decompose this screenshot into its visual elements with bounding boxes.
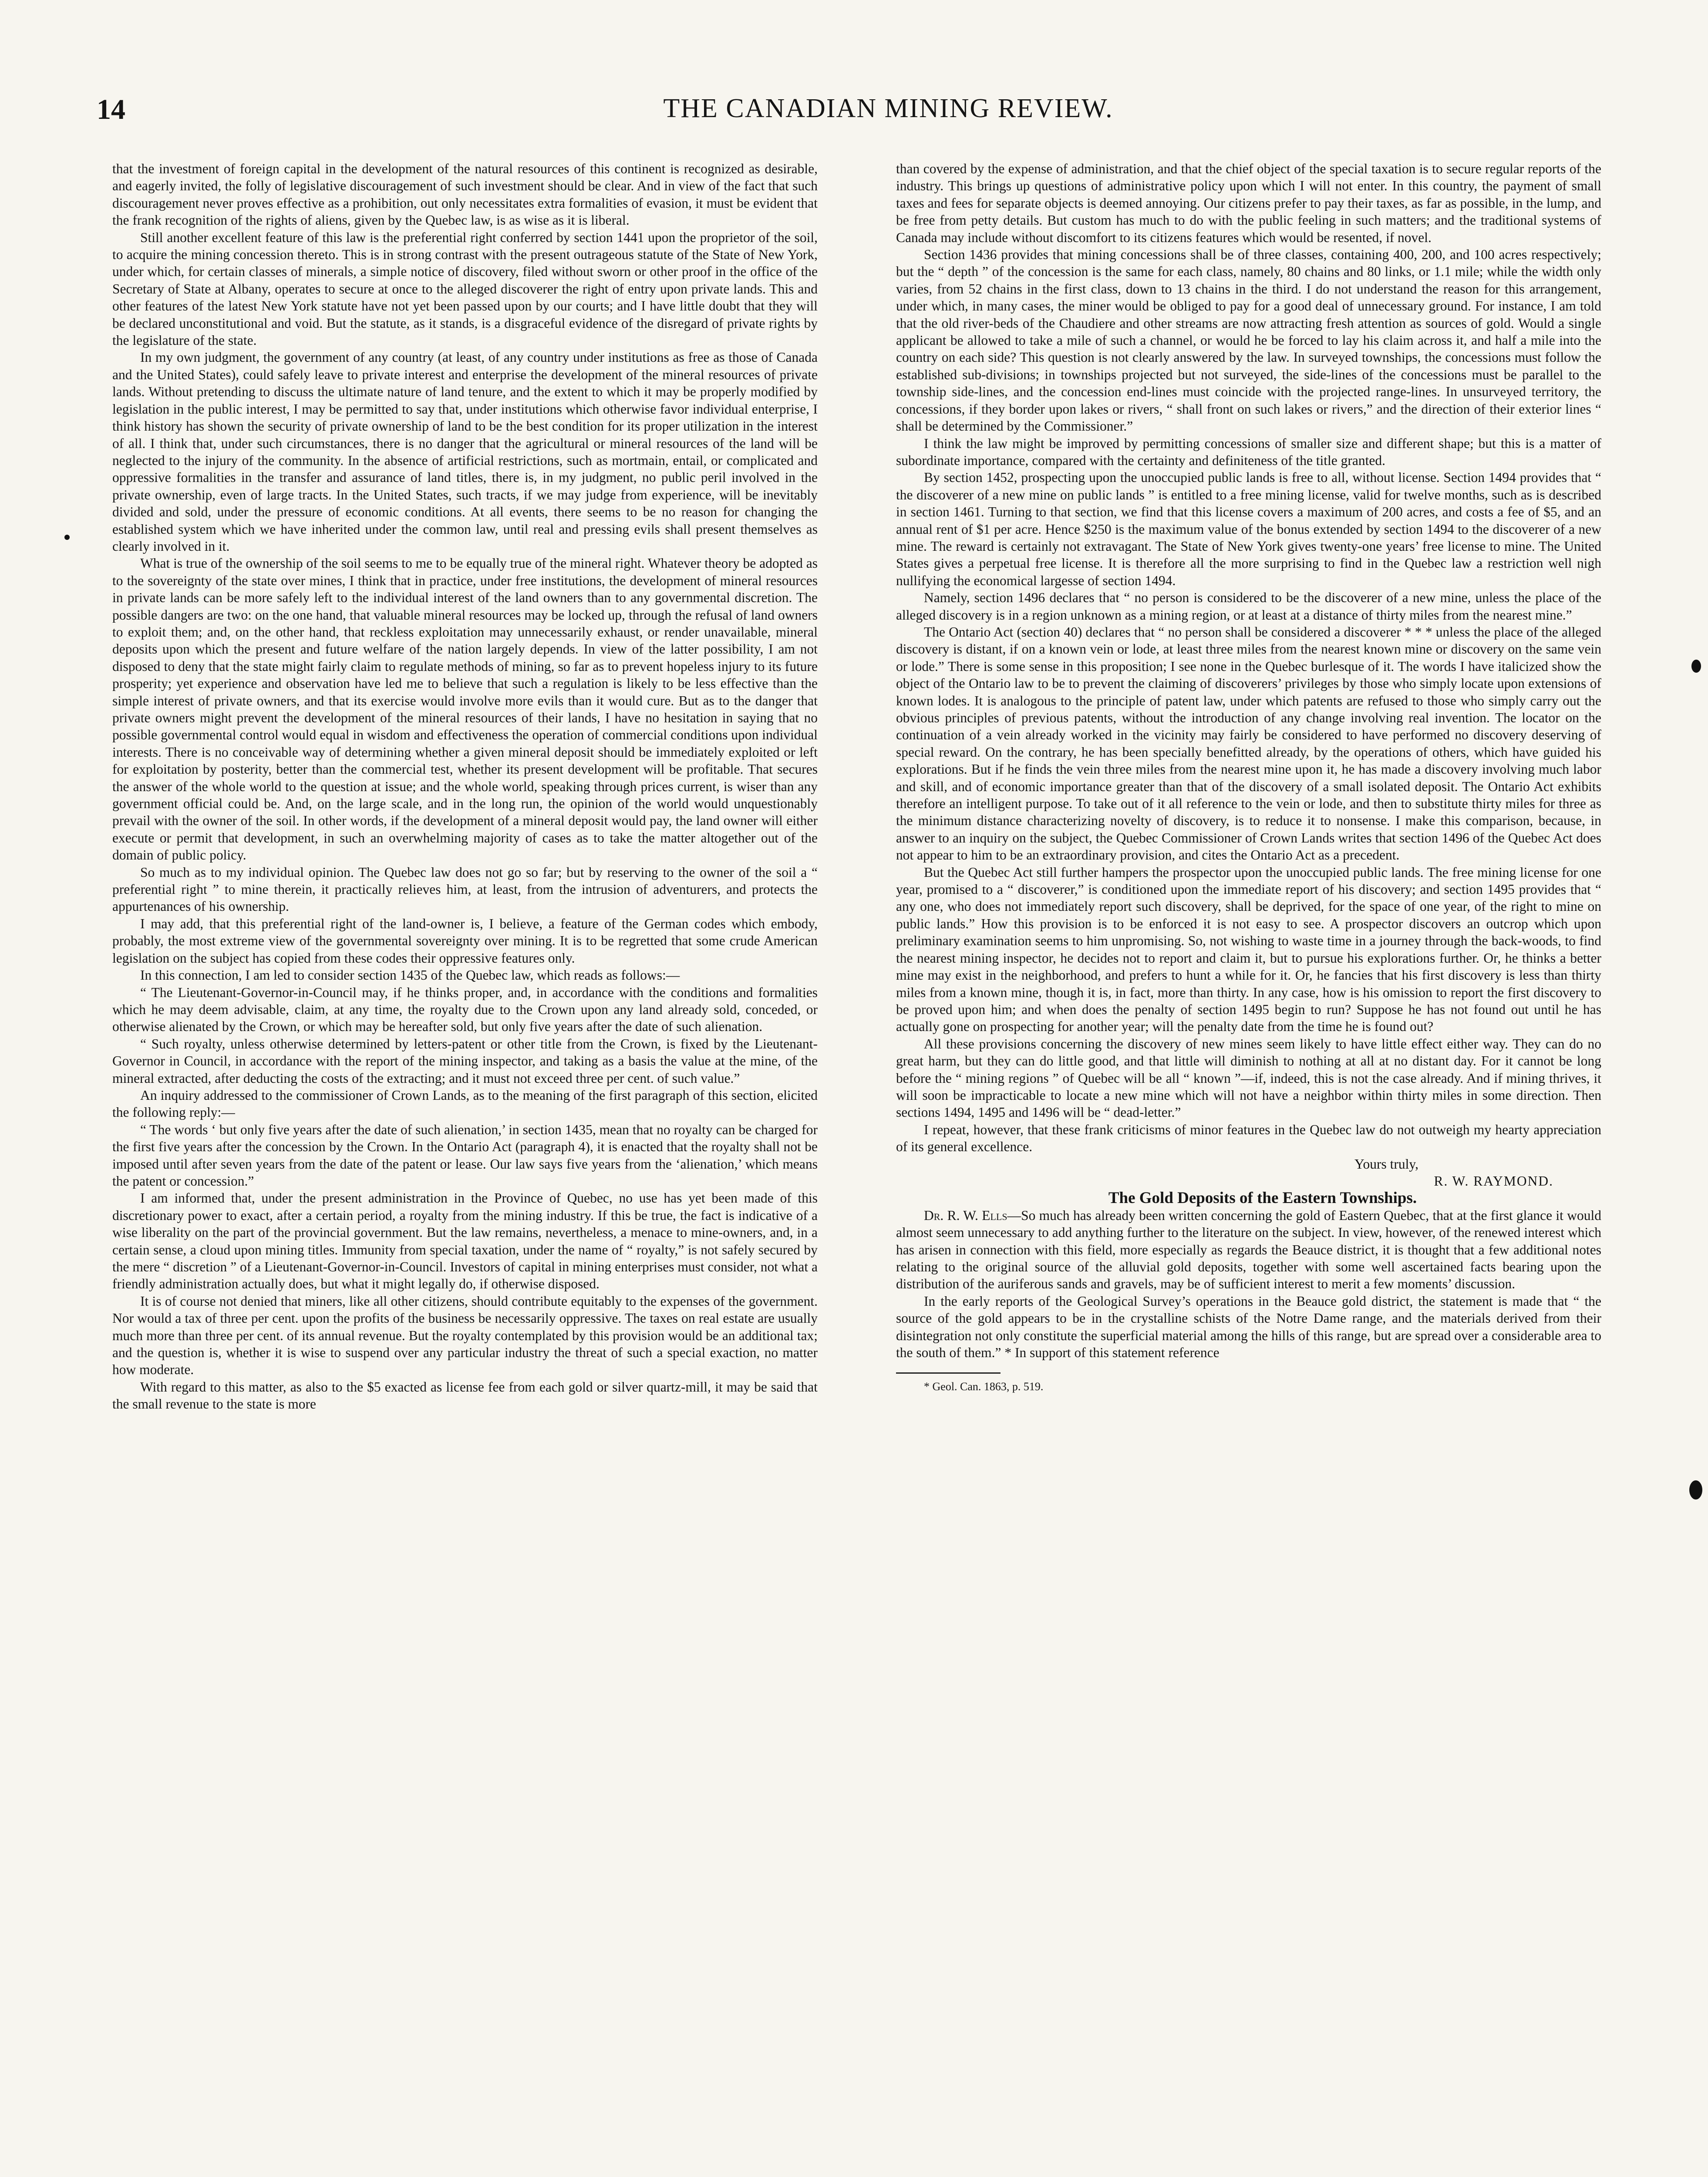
paragraph: By section 1452, prospecting upon the unoccupied public lands is free to all, without license. Section 1494 provides that “ the discoverer of a new mine on public lands ” is entitled to a free mining license, valid for twelve months, such as is described in section 1461. Turning to that section, we find that this license covers a maximum of 200 acres, and costs a fee of $5, and an annual rent of $1 per acre. Hence $250 is the maximum value of the bonus extended by section 1494 to the discoverer of a new mine. The reward is certainly not extravagant. The State of New York gives twenty-one years’ free license to mine. The United States gives a perpetual free license. It is therefore all the more surprising to find in the Quebec law a restriction well nigh nullifying the economical largesse of section 1494. [896,470,1601,588]
article-heading: The Gold Deposits of the Eastern Townships. [1108,1189,1417,1207]
paragraph: So much as to my individual opinion. The Quebec law does not go so far; but by reserving to the owner of the soil a “ preferential right ” to mine therein, it practically relieves him, at least, from the intrusion of adventurers, and protects the appurtenances of his ownership. [112,864,818,914]
paragraph: In this connection, I am led to consider section 1435 of the Quebec law, which reads as follows:— [140,967,680,983]
paragraph: It is of course not denied that miners, like all other citizens, should contribute equitably to the expenses of the government. Nor would a tax of three per cent. upon the profits of the business be necessarily oppressive. The taxes on real estate are usually much more than three per cent. of its annual revenue. But the royalty contemplated by this provision would be an additional tax; and the question is, whether it is wise to suspend over any particular industry the threat of such a special exaction, no matter how moderate. [112,1293,818,1378]
quoted-section-1435-para-1: “ The Lieutenant-Governor-in-Council may, if he thinks proper, and, in accordance with the conditions and formalities which he may deem advisable, claim, at any time, the royalty due to the Crown upon any land already sold, conceded, or otherwise alienated by the Crown, or which may be hereafter sold, but only five years after the date of such alienation. [112,984,818,1035]
paragraph: Section 1436 provides that mining concessions shall be of three classes, containing 400, 200, and 100 acres respectively; but the “ depth ” of the concession is the same for each class, namely, 80 chains and 80 links, or 1.1 mile; while the width only varies, from 52 chains in the first class, down to 13 chains in the third. I do not understand the reason for this arrangement, under which, in many cases, the miner would be obliged to pay for a good deal of unnecessary ground. For instance, I am told that the old river-beds of the Chaudiere and other streams are now attracting fresh attention as sources of gold. Would a single applicant be allowed to take a mile of such a channel, or would he be forced to lay his claim across it, and half a mile into the country on each side? This question is not clearly answered by the law. In surveyed townships, the concessions must follow the established sub-divisions; in townships projected but not surveyed, the side-lines of the concessions must be parallel to the township side-lines, and the concession end-lines must coincide with the projected range-lines. In unsurveyed territory, the concessions, if they border upon lakes or rivers, “ shall front on such lakes or rivers,” and the direction of their exterior lines “ shall be determined by the Commissioner.” [896,247,1601,434]
right-column [896,160,1601,1395]
paragraph: With regard to this matter, as also to the $5 exacted as license fee from each gold or silver quartz-mill, it may be said that the small revenue to the state is more [112,1379,818,1412]
paragraph: I repeat, however, that these frank criticisms of minor features in the Quebec law do not outweigh my hearty appreciation of its general excellence. [896,1122,1601,1155]
paragraph: The Ontario Act (section 40) declares that “ no person shall be considered a discoverer * * * unless the place of the alleged discovery is distant, if on a known vein or lode, at least three miles from the nearest known mine or discovery on the same vein or lode.” There is some sense in this proposition; I see none in the Quebec burlesque of it. The words I have italicized show the object of the Ontario law to be to prevent the claiming of discoverers’ privileges by those who simply locate upon extensions of known lodes. It is analogous to the principle of patent law, under which patents are refused to those who simply carry out the obvious principles of previous patents, without the introduction of any change involving real invention. The locator on the continuation of a vein already worked in the vicinity may fairly be considered to have performed no discovery deserving of special reward. On the contrary, he has been specially benefitted already, by the operations of others, which have guided his explorations. But if he finds the vein three miles from the nearest mine upon it, he has made a discovery involving much labor and skill, and of economic importance greater than that of the discovery of a small isolated deposit. The Ontario Act exhibits therefore an intelligent purpose. To take out of it all reference to the vein or lode, and then to substitute thirty miles for three as the minimum distance characterizing novelty of discovery, is to reduce it to nonsense. I make this comparison, because, in answer to an inquiry on the subject, the Quebec Commissioner of Crown Lands writes that section 1496 of the Quebec Act does not appear to him to be an extraordinary provision, and cites the Ontario Act as a precedent. [896,624,1601,863]
signature: R. W. RAYMOND. [1434,1173,1553,1189]
quoted-section-1435-para-2: “ Such royalty, unless otherwise determined by letters-patent or other title from the Crown, is fixed by the Lieutenant-Governor in Council, in accordance with the report of the mining inspector, and taking as a basis the value at the mine, of the mineral extracted, after deducting the costs of the extracting; and it must not exceed three per cent. of such value.” [112,1036,818,1086]
paragraph: An inquiry addressed to the commissioner of Crown Lands, as to the meaning of the first paragraph of this section, elicited the following reply:— [112,1087,818,1120]
paragraph: Namely, section 1496 declares that “ no person is considered to be the discoverer of a new mine, unless the place of the alleged discovery is in a region unknown as a mining region, or at least at a distance of thirty miles from the nearest mine.” [896,590,1601,623]
letter-close: Yours truly, [1354,1156,1418,1172]
paragraph: than covered by the expense of administration, and that the chief object of the special taxation is to secure regular reports of the industry. This brings up questions of administrative policy upon which I will not enter. In this country, the payment of small taxes and fees for separate objects is deemed annoying. Our citizens prefer to pay their taxes, as far as possible, in the lump, and be free from petty details. But custom has much to do with the public feeling in such matters; and the traditional systems of Canada may include without discomfort to its citizens features which would be resented, if novel. [896,161,1601,245]
paragraph: I may add, that this preferential right of the land-owner is, I believe, a feature of the German codes which embody, probably, the most extreme view of the governmental sovereignty over mining. It is to be regretted that some crude American legislation on the subject has copied from these codes their oppressive features only. [112,916,818,966]
paragraph: But the Quebec Act still further hampers the prospector upon the unoccupied public lands. The free mining license for one year, promised to a “ discoverer,” is conditioned upon the immediate report of his discovery; and section 1495 provides that “ any one, who does not immediately report such discovery, shall be deprived, for the space of one year, of the right to mine on public lands.” How this provision is to be enforced it is not easy to see. A prospector discovers an outcrop which upon preliminary examination seems to him unpromising. So, not wishing to waste time in a journey through the back-woods, to find the nearest mining inspector, he decides not to report and claim it, but to pursue his explorations further. Or, he thinks a better mine may exist in the neighborhood, and prefers to hunt a while for it. Or, he fancies that his first discovery is less than thirty miles from a known mine, though it is, in fact, more than thirty. In any case, how is his omission to report the first discovery to be proved upon him; and when does the penalty of section 1495 begin to run? Suppose he has not found out until he has actually gone on prospecting for another year; will the penalty date from the time he is found out? [896,864,1601,1035]
margin-dot [64,535,70,540]
margin-dot [1689,1480,1702,1500]
footnote: * Geol. Can. 1863, p. 519. [924,1380,1044,1393]
paragraph: In my own judgment, the government of any country (at least, of any country under institutions as free as those of Canada and the United States), could safely leave to private interest and enterprise the development of the mineral resources of private lands. Without pretending to discuss the ultimate nature of land tenure, and the extent to which it may be properly modified by legislation in the public interest, I may be permitted to say that, under institutions which otherwise favor individual enterprise, I think history has shown the security of private ownership of land to be the best condition for its proper utilization in the interest of all. I think that, under such circumstances, there is no danger that the agricultural or mineral resources of the land will be neglected to the injury of the community. In the absence of artificial restrictions, such as mortmain, entail, or complicated and oppressive formalities in the transfer and assurance of land titles, there is, in my judgment, no public peril involved in the private ownership, even of large tracts. In the United States, such tracts, if we may judge from experience, will be inevitably divided and sold, under the pressure of economic conditions. At all events, there seems to be no reason for changing the established system which we have inherited under the common law, until real and pressing evils shall present themselves as clearly involved in it. [112,350,818,554]
article-paragraph [896,1207,1601,1293]
article-paragraph: In the early reports of the Geological Survey’s operations in the Beauce gold district, the statement is made that “ the source of the gold appears to be in the crystalline schists of the Notre Dame range, and the materials derived from their disintegration not only constitute the superficial material among the hills of this range, but are spread over a considerable area to the south of them.” * In support of this statement reference [896,1293,1601,1361]
paragraph: I am informed that, under the present administration in the Province of Quebec, no use has yet been made of this discretionary power to exact, after a certain period, a royalty from the mining industry. If this be true, the fact is indicative of a wise liberality on the part of the provincial government. But the law remains, nevertheless, a menace to mine-owners, and, in a certain sense, a cloud upon mining titles. Immunity from special taxation, under the name of “ royalty,” is not safely secured by the mere “ discretion ” of a Lieutenant-Governor-in-Council. Investors of capital in mining enterprises must consider, not what a friendly administration actually does, but what it might legally do, if otherwise disposed. [112,1190,818,1292]
left-column [112,160,818,1413]
paragraph: All these provisions concerning the discovery of new mines seem likely to have little effect either way. They can do no great harm, but they can do little good, and that little will diminish to nothing at all at no distant day. For it cannot be long before the “ mining regions ” of Quebec will be all “ known ”—if, indeed, this is not the case already. And if mining thrives, it will soon be impracticable to locate a new mine which will not have a neighbor within thirty miles in some direction. Then sections 1494, 1495 and 1496 will be “ dead-letter.” [896,1036,1601,1120]
footnote-rule [896,1372,1001,1374]
quoted-reply: “ The words ‘ but only five years after the date of such alienation,’ in section 1435, mean that no royalty can be charged for the first five years after the concession by the Crown. In the Ontario Act (paragraph 4), it is enacted that the royalty shall not be imposed until after seven years from the date of the patent or lease. Our law says five years from the ‘alienation,’ which means the patent or concession.” [112,1122,818,1189]
paragraph: I think the law might be improved by permitting concessions of smaller size and different shape; but this is a matter of subordinate importance, compared with the certainty and definiteness of the title granted. [896,435,1601,468]
page-number: 14 [97,94,125,125]
paragraph: What is true of the ownership of the soil seems to me to be equally true of the mineral right. Whatever theory be adopted as to the sovereignty of the state over mines, I think that in practice, under free institutions, the development of mineral resources in private lands can be more safely left to the individual interest of the land owners than to any governmental discretion. The possible dangers are two: on the one hand, that valuable mineral resources may be locked up, through the refusal of land owners to exploit them; and, on the other hand, that reckless exploitation may unnecessarily exhaust, or render unavailable, mineral deposits upon which the present and future welfare of the nation largely depends. In view of the latter possibility, I am not disposed to deny that the state might fairly claim to regulate methods of mining, so far as to prevent hopeless injury to its future prosperity; yet experience and observation have led me to believe that such a regulation is likely to be less effective than the simple interest of private owners, and that its exercise would involve more evils than it would cure. But as to the danger that private owners might prevent the development of the mineral resources of their lands, I have no hesitation in saying that no possible governmental control would equal in wisdom and effectiveness the operation of commercial conditions upon individual interests. There is no conceivable way of determining whether a given mineral deposit should be immediately exploited or left for exploitation by posterity, better than the commercial test, whether its present development will be profitable. That secures the answer of the whole world to the question at issue; and the whole world, speaking through prices current, is wiser than any government official could be. And, on the large scale, and in the long run, the opinion of the world would unquestionably prevail with the owner of the soil. In other words, if the development of a mineral deposit would pay, the land owner will either execute or permit that development, in such an overwhelming majority of cases as to take the matter altogether out of the domain of public policy. [112,556,818,863]
article-lead: —So much has already been written concerning the gold of Eastern Quebec, that at the first glance it would almost seem unnecessary to add anything further to the literature on the subject. In view, however, of the renewed interest which has arisen in connection with this field, more especially as regards the Beauce district, it is thought that a few additional notes relating to the original source of the alluvial gold deposits, together with some well ascertained facts bearing upon the distribution of the auriferous sands and gravels, may be of sufficient interest to merit a few moments’ discussion. [896,1207,1601,1292]
paragraph: Still another excellent feature of this law is the preferential right conferred by section 1441 upon the proprietor of the soil, to acquire the mining concession thereto. This is in strong contrast with the present outrageous statute of the State of New York, under which, for certain classes of minerals, a simple notice of discovery, filed without sworn or other proof in the office of the Secretary of State at Albany, operates to secure at once to the alleged discoverer the right of entry upon private lands. This and other features of the latest New York statute have not yet been passed upon by our courts; and I have little doubt that they will be declared unconstitutional and void. But the statute, as it stands, is a disgraceful evidence of the disregard of private rights by the legislature of the state. [112,229,818,348]
running-title: THE CANADIAN MINING REVIEW. [663,94,1113,123]
margin-dot [1691,660,1701,673]
article-author: Dr. R. W. Ells [924,1207,1007,1223]
paragraph: that the investment of foreign capital in the development of the natural resources of this continent is recognized as desirable, and eagerly invited, the folly of legislative discouragement of such investment should be clear. And in view of the fact that such discouragement never proves effective as a prohibition, out only necessitates extra formalities of evasion, it must be evident that the frank recognition of the rights of aliens, given by the Quebec law, is as wise as it is liberal. [112,161,818,228]
